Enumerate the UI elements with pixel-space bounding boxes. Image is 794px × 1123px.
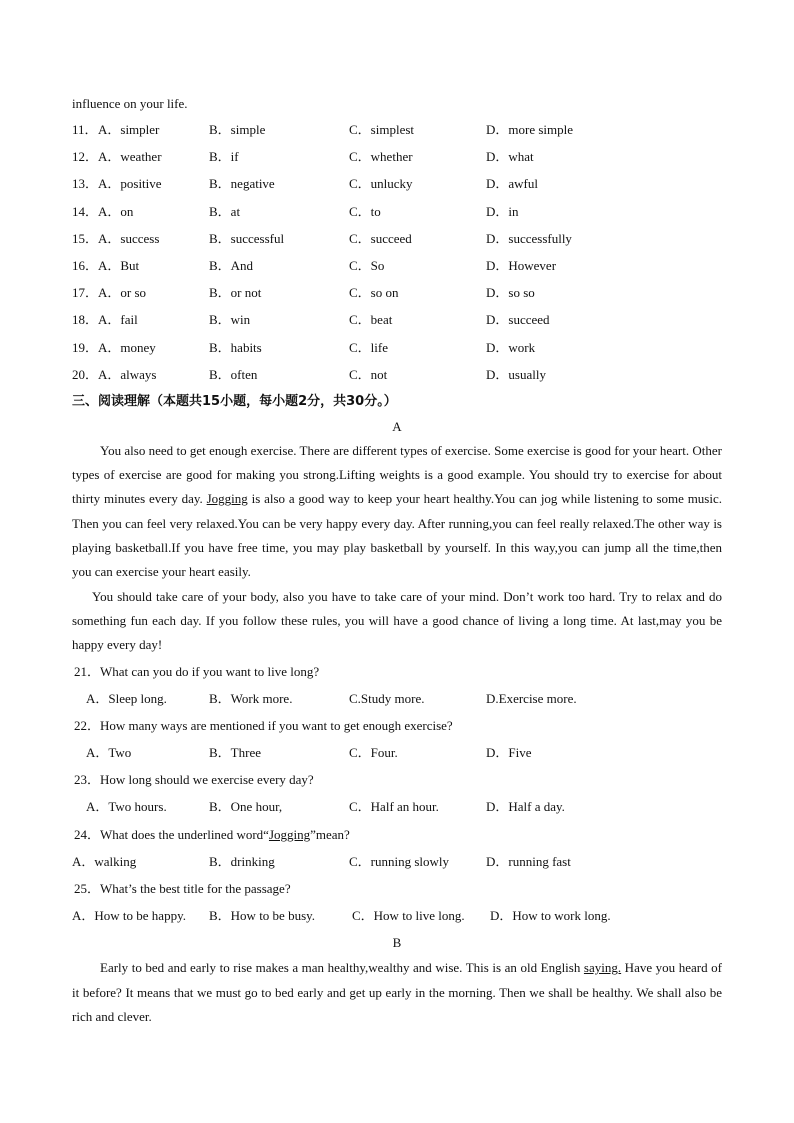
option-a: A．always [98, 366, 157, 382]
passage-text: You also need to get enough exercise. There are different types of exercise. Some exercise is good for your heart. Other types of exercise are good for making you strong.Lifting weights is a good example. You should try to exercise for about thirty minutes every day. [72, 442, 722, 507]
option-c: C．Four. [349, 745, 398, 761]
option-c: C．life [349, 339, 388, 355]
option-c: C．whether [349, 149, 413, 165]
option-d: D．Half a day. [486, 799, 565, 815]
option-d: D．successfully [486, 230, 572, 246]
option-d: D．However [486, 257, 557, 273]
question-stem: 21．What can you do if you want to live long? [74, 663, 320, 679]
question-number: 16． [72, 257, 99, 273]
cloze-question-row [72, 334, 722, 361]
option-b: B．negative [209, 176, 275, 192]
passage-a-paragraph-1 [72, 439, 722, 585]
underlined-word: Jogging [268, 826, 311, 842]
option-c: C．simplest [349, 122, 415, 137]
cloze-question-row [72, 361, 722, 388]
option-b: B．successful [209, 230, 285, 246]
option-a: A．on [98, 203, 134, 219]
option-c: C．succeed [349, 230, 412, 246]
cloze-question-row [72, 143, 722, 170]
option-c: C．beat [349, 312, 393, 328]
option-a: A．fail [98, 312, 138, 328]
cloze-question-row [72, 279, 722, 306]
option-a: A．or so [98, 285, 147, 301]
passage-a-label: A [392, 418, 402, 434]
cloze-question-row [72, 170, 722, 197]
option-d: D．How to work long. [490, 908, 611, 924]
passage-b-label: B [392, 935, 402, 951]
option-d: D．what [486, 149, 534, 165]
option-d: D．usually [486, 366, 546, 382]
passage-text: is also a good way to keep your heart healthy.You can jog while listening to some music. Then you can feel very relaxed.You can be very happy every day. After running,you can feel really relaxed.The other way is playing basketball.If you have free time, you may play basketball by yourself. In this way,you can jump all the time,then you can exercise your heart easily. [72, 491, 722, 580]
stem-text: ”mean? [310, 826, 350, 842]
option-a: A．success [98, 230, 160, 246]
option-c: C．How to live long. [352, 908, 465, 924]
option-d: D．so so [486, 285, 535, 301]
question-number: 11． [72, 122, 98, 137]
option-c: C．unlucky [349, 176, 413, 192]
option-d: D．Five [486, 745, 532, 761]
option-b: B．or not [209, 285, 262, 301]
reading-questions [72, 658, 722, 930]
option-b: B．And [209, 257, 254, 273]
cloze-question-row [72, 252, 722, 279]
option-d: D.Exercise more. [486, 690, 577, 706]
option-c: C.Study more. [349, 690, 425, 706]
stem-text: 24．What does the underlined word“ [74, 826, 269, 842]
question-number: 19． [72, 339, 99, 355]
intro-line: influence on your life. [72, 96, 188, 111]
option-a: A．Two [86, 745, 132, 761]
option-d: D．awful [486, 176, 538, 192]
question-options-row [72, 739, 722, 766]
option-b: B．simple [209, 122, 266, 137]
option-a: A．walking [72, 853, 137, 869]
cloze-question-row [72, 198, 722, 225]
option-d: D．more simple [486, 122, 574, 137]
option-d: D．succeed [486, 312, 550, 328]
option-d: D．work [486, 339, 536, 355]
section-title-reading: 三、阅读理解（本题共15小题，每小题2分，共30分。） [72, 393, 397, 409]
question-number: 17． [72, 285, 99, 301]
question-stem [72, 821, 722, 848]
question-stem: 25．What’s the best title for the passage? [74, 881, 291, 897]
passage-a-paragraph-2: You should take care of your body, also you have to take care of your mind. Don’t work too hard. Try to relax and do something fun each day. If you follow these rules, you will have a good chance of living a long time. At last,may you be happy every day! [72, 588, 722, 653]
question-number: 20． [72, 366, 99, 382]
underlined-word: saying. [583, 960, 622, 976]
question-number: 14． [72, 203, 99, 219]
question-options-row [72, 685, 722, 712]
option-a: A．How to be happy. [72, 908, 186, 924]
cloze-question-row [72, 306, 722, 333]
question-options-row [72, 848, 722, 875]
option-c: C．not [349, 366, 388, 382]
option-b: B．Three [209, 745, 261, 761]
option-b: B．if [209, 149, 239, 165]
option-c: C．Half an hour. [349, 799, 439, 815]
question-number: 13． [72, 176, 99, 192]
option-b: B．One hour, [209, 799, 283, 815]
option-c: C．So [349, 257, 385, 273]
option-a: A．money [98, 339, 156, 355]
option-d: D．in [486, 203, 519, 219]
option-b: B．win [209, 312, 251, 328]
option-d: D．running fast [486, 853, 571, 869]
question-number: 12． [72, 149, 99, 165]
option-b: B．habits [209, 339, 262, 355]
option-b: B．How to be busy. [209, 908, 316, 924]
exam-page [72, 92, 722, 1029]
question-number: 18． [72, 312, 99, 328]
question-options-row [72, 902, 722, 929]
option-a: A．Sleep long. [86, 690, 167, 706]
option-c: C．running slowly [349, 853, 450, 869]
question-stem: 22．How many ways are mentioned if you want to get enough exercise? [74, 717, 453, 733]
passage-b-paragraph-1 [72, 956, 722, 1029]
option-a: A．But [98, 257, 140, 273]
option-a: A．positive [98, 176, 162, 192]
option-c: C．to [349, 203, 381, 219]
passage-text: Have you heard of it before? It means that we must go to bed early and get up early in the morning. Then we shall be healthy. We shall also be rich and clever. [72, 960, 722, 1025]
underlined-word: Jogging [206, 491, 248, 507]
question-stem: 23．How long should we exercise every day? [74, 772, 314, 788]
option-a: A．simpler [98, 122, 160, 137]
option-b: B．Work more. [209, 690, 293, 706]
option-c: C．so on [349, 285, 399, 301]
cloze-options-list [72, 116, 722, 388]
option-b: B．often [209, 366, 258, 382]
question-number: 15． [72, 230, 99, 246]
passage-text: Early to bed and early to rise makes a man healthy,wealthy and wise. This is an old English [100, 960, 584, 976]
question-options-row [72, 793, 722, 820]
option-b: B．at [209, 203, 241, 219]
cloze-question-row [72, 116, 722, 143]
cloze-question-row [72, 225, 722, 252]
option-a: A．Two hours. [86, 799, 167, 815]
option-a: A．weather [98, 149, 162, 165]
option-b: B．drinking [209, 853, 275, 869]
